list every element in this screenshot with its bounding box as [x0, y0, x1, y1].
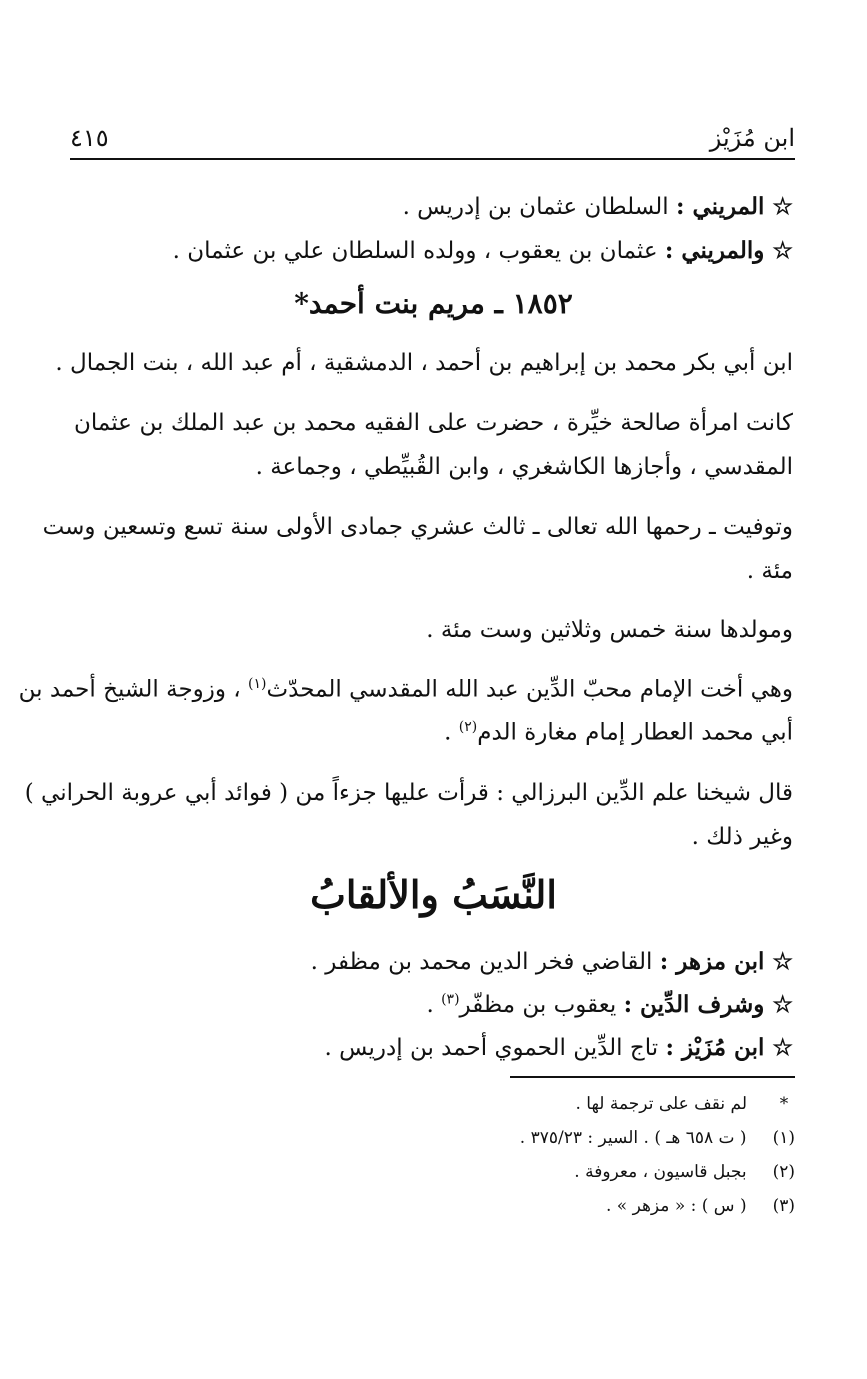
nisba-label: ☆ والمريني :	[664, 237, 793, 264]
paragraph-death-line1: وتوفيت ـ رحمها الله تعالى ـ ثالث عشري جمادى الأولى سنة تسع وتسعين وست	[42, 514, 793, 540]
page-number: ٤١٥	[70, 124, 109, 152]
footnote-ref-1: (١)	[248, 676, 267, 692]
paragraph-bio-line1: كانت امرأة صالحة خيِّرة ، حضرت على الفقيه محمد بن عبد الملك بن عثمان	[74, 410, 793, 436]
footnote-rule	[510, 1076, 795, 1078]
footnote-text: بجبل قاسيون ، معروفة .	[574, 1162, 747, 1182]
nisba-label: ☆ وشرف الدِّين :	[623, 991, 793, 1018]
footnote-item	[606, 1196, 795, 1216]
nisba-text-end: .	[426, 992, 442, 1018]
footnote-marker: (٢)	[772, 1162, 795, 1182]
nisba-line-wal-marini	[74, 237, 793, 264]
sister-text-d: .	[444, 719, 459, 746]
nisba-text: عثمان بن يعقوب ، وولده السلطان علي بن عثمان .	[172, 238, 658, 264]
nisba-text: يعقوب بن مظفّر	[459, 992, 617, 1018]
sister-text-c: أبي محمد العطار إمام مغارة الدم	[477, 719, 793, 746]
footnote-text: ( س ) : « مزهر » .	[605, 1196, 747, 1216]
nisba-label: ☆ ابن مُزَيْز :	[665, 1034, 793, 1061]
paragraph-birzali-line1: قال شيخنا علم الدِّين البرزالي : قرأت عليها جزءاً من ( فوائد أبي عروبة الحراني )	[24, 780, 793, 806]
nisba-line-ibn-mazhar	[74, 948, 793, 975]
header-rule	[70, 158, 795, 160]
sister-text-b: ، وزوجة الشيخ أحمد بن	[18, 676, 249, 703]
nisba-line-sharaf-aldin	[74, 991, 793, 1018]
footnote-marker: (٣)	[772, 1196, 795, 1216]
nisba-label: ☆ المريني :	[675, 193, 793, 220]
nisba-line-ibn-muzayz	[74, 1034, 793, 1061]
paragraph-birth: ومولدها سنة خمس وثلاثين وست مئة .	[426, 617, 793, 643]
sister-text-a: وهي أخت الإمام محبّ الدِّين عبد الله المقدسي المحدّث	[266, 676, 793, 703]
footnote-ref-3: (٣)	[441, 991, 460, 1008]
footnote-item	[575, 1094, 795, 1114]
footnote-ref-2: (٢)	[458, 719, 478, 735]
nisba-line-marini	[74, 193, 793, 220]
paragraph-sister-line2	[74, 719, 793, 746]
footnote-item	[520, 1128, 795, 1148]
footnote-text: ( ت ٦٥٨ هـ ) . السير : ٣٧٥/٢٣ .	[519, 1128, 747, 1148]
paragraph-bio-line2: المقدسي ، وأجازها الكاشغري ، وابن القُبيِّطي ، وجماعة .	[255, 454, 793, 480]
running-title: ابن مُزَيْز	[709, 124, 795, 152]
footnote-text: لم نقف على ترجمة لها .	[575, 1094, 747, 1114]
footnote-marker: (١)	[772, 1128, 795, 1148]
paragraph-birzali-line2: وغير ذلك .	[691, 824, 793, 850]
nisba-text: تاج الدِّين الحموي أحمد بن إدريس .	[324, 1035, 659, 1061]
nisba-text: القاضي فخر الدين محمد بن مظفر .	[310, 949, 653, 975]
running-header	[70, 118, 795, 158]
nisba-text: السلطان عثمان بن إدريس .	[402, 194, 669, 220]
paragraph-sister-line1	[18, 676, 793, 703]
nisba-label: ☆ ابن مزهر :	[659, 948, 793, 975]
paragraph-death-line2: مئة .	[746, 558, 793, 584]
section-title: النَّسَبُ والألقابُ	[310, 872, 557, 917]
footnote-item	[574, 1162, 795, 1182]
entry-heading: ١٨٥٢ ـ مريم بنت أحمد*	[294, 287, 573, 320]
footnote-marker: *	[779, 1094, 789, 1114]
paragraph-lineage: ابن أبي بكر محمد بن إبراهيم بن أحمد ، الدمشقية ، أم عبد الله ، بنت الجمال .	[55, 350, 793, 376]
